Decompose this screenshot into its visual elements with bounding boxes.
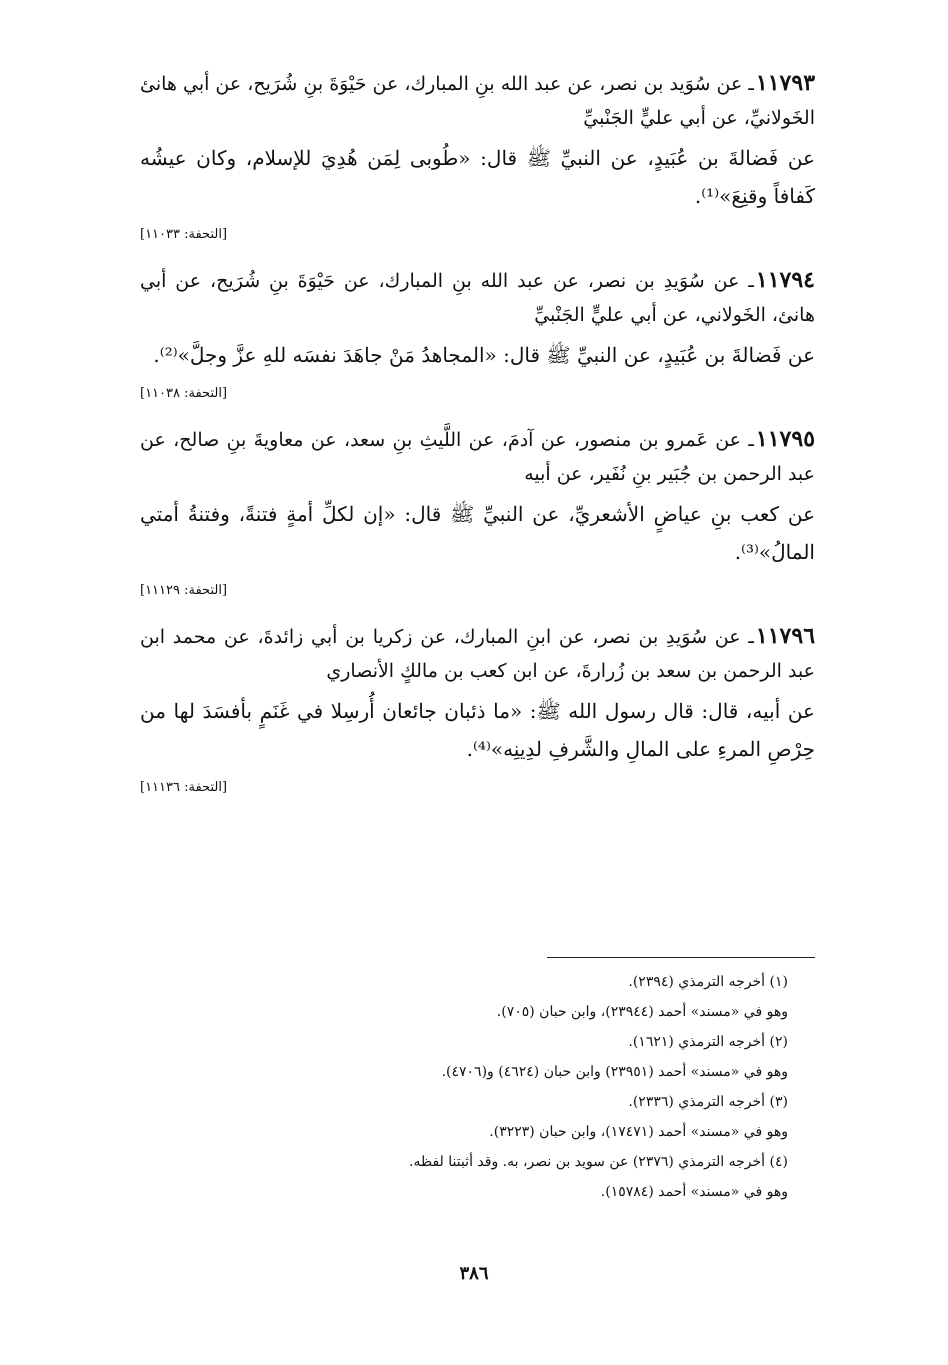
footnote-divider [547, 957, 815, 958]
footnote-line: وهو في «مسند» أحمد (١٥٧٨٤). [600, 1184, 788, 1200]
footnotes [140, 967, 788, 1207]
number-dash: ـ [741, 429, 754, 451]
hadith-11795 [140, 422, 815, 601]
footnote-line: (٣) أخرجه الترمذي (٢٣٣٦). [628, 1094, 788, 1110]
hadith-matn: عن أبيه، قال: قال رسول الله ﷺ: «ما ذئبان جائعان أُرسِلا في غَنَمٍ بأفسَدَ لها من حِرْصِ المرءِ على المالِ والشَّرفِ لدِينِه»⁽⁴⁾. [140, 699, 815, 761]
hadith-number: ١١٧٩٤ [755, 267, 815, 293]
footnote-line: (١) أخرجه الترمذي (٢٣٩٤). [628, 974, 788, 990]
tuhfa-reference: [التحفة: ١١١٢٩] [140, 583, 228, 598]
footnote-line: وهو في «مسند» أحمد (٢٣٩٤٤)، وابن حبان (٧٠٥). [496, 1004, 788, 1020]
footnote-line: (٢) أخرجه الترمذي (١٦٢١). [628, 1034, 788, 1050]
page-number: ٣٨٦ [459, 1263, 489, 1284]
hadith-isnad [140, 66, 815, 135]
hadith-matn: عن كعب بنِ عياضٍ الأشعريِّ، عن النبيِّ ﷺ قال: «إن لكلِّ أمةٍ فتنةً، وفتنةُ أمتي المالُ»⁽³⁾. [140, 502, 815, 564]
hadith-number: ١١٧٩٣ [755, 70, 816, 96]
hadith-number: ١١٧٩٦ [755, 623, 816, 649]
tuhfa-reference: [التحفة: ١١٠٣٨] [140, 386, 228, 401]
isnad-text: عن عَمرو بن منصور، عن آدمَ، عن اللَّيثِ بنِ سعد، عن معاويةَ بنِ صالح، عن عبد الرحمن بن جُبَير بنِ نُفَير، عن أبيه [140, 429, 815, 485]
hadith-isnad [140, 619, 815, 688]
hadith-11793 [140, 66, 815, 245]
number-dash: ـ [739, 270, 754, 292]
main-text [140, 66, 815, 816]
isnad-text: عن سُوَيدِ بن نصر، عن ابنِ المبارك، عن زكريا بن أبي زائدةَ، عن محمد ابن عبد الرحمن بن سعد بن زُرارةَ، عن ابن كعب بن مالكٍ الأنصاري [140, 626, 815, 682]
hadith-11794 [140, 263, 815, 404]
hadith-matn: عن فَضالةَ بن عُبَيدٍ، عن النبيِّ ﷺ قال: «طُوبى لِمَن هُدِيَ للإسلام، وكان عيشُه كَفافاً وقنِعَ»⁽¹⁾. [140, 146, 815, 208]
footnote-line: وهو في «مسند» أحمد (٢٣٩٥١) وابن حبان (٤٦٢٤) و(٤٧٠٦). [441, 1064, 788, 1080]
tuhfa-reference: [التحفة: ١١٠٣٣] [140, 227, 228, 242]
hadith-matn: عن فَضالةَ بن عُبَيدٍ، عن النبيِّ ﷺ قال: «المجاهدُ مَنْ جاهَدَ نفسَه للهِ عزَّ وجلَّ»⁽²⁾. [153, 343, 815, 367]
hadith-11796 [140, 619, 815, 798]
isnad-text: عن سُوَيد بن نصر، عن عبد الله بنِ المبارك، عن حَيْوَةَ بنِ شُرَيح، عن أبي هانئ الخَولانيِّ، عن أبي عليٍّ الجَنْبيِّ [140, 73, 815, 129]
footnote-line: وهو في «مسند» أحمد (١٧٤٧١)، وابن حبان (٣٢٢٣). [489, 1124, 788, 1140]
isnad-text: عن سُوَيدِ بن نصر، عن عبد الله بنِ المبارك، عن حَيْوَةَ بنِ شُرَيح، عن أبي هانئ، الخَولاني، عن أبي عليٍّ الجَنْبيِّ [140, 270, 815, 326]
number-dash: ـ [742, 73, 754, 95]
hadith-isnad [140, 422, 815, 491]
hadith-number: ١١٧٩٥ [755, 426, 816, 452]
number-dash: ـ [740, 626, 754, 648]
hadith-isnad [140, 263, 815, 332]
tuhfa-reference: [التحفة: ١١١٣٦] [140, 780, 228, 795]
footnote-line: (٤) أخرجه الترمذي (٢٣٧٦) عن سويد بن نصر، به. وقد أثبتنا لفظه. [409, 1154, 788, 1170]
